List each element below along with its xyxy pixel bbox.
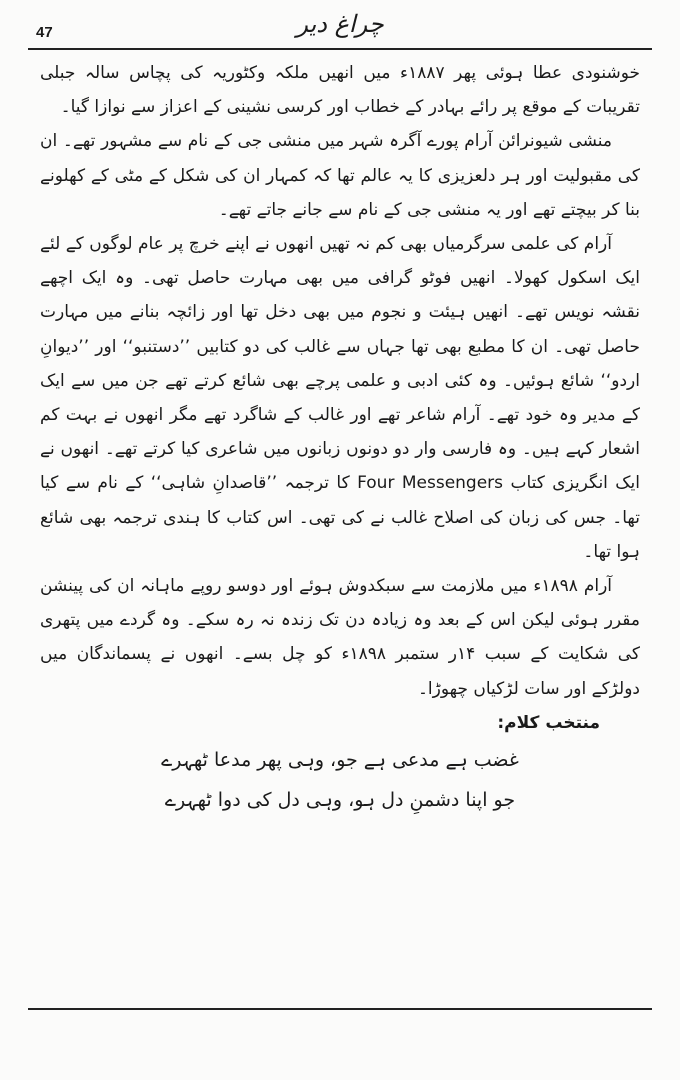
couplet-line-2: جو اپنا دشمنِ دل ہو، وہی دل کی دوا ٹھہرے [164, 789, 516, 812]
page-header [28, 10, 652, 50]
footer-rule [28, 1008, 652, 1010]
header-rule [28, 48, 652, 50]
paragraph-1: خوشنودی عطا ہوئی پھر ۱۸۸۷ء میں انھیں ملکہ وکٹوریہ کی پچاس سالہ جبلی تقریبات کے موقع پر رائے بہادر کے خطاب اور کرسی نشینی کے اعزاز سے نوازا گیا۔ [40, 63, 640, 118]
couplet-line-1: غضب ہے مدعی ہے جو، وہی پھر مدعا ٹھہرے [161, 749, 519, 772]
running-title: چراغ دیر [296, 10, 384, 38]
selection-heading: منتخب کلام: [497, 712, 600, 733]
page-number: 47 [36, 24, 53, 41]
paragraph-2: منشی شیونرائن آرام پورے آگرہ شہر میں منشی جی کے نام سے مشہور تھے۔ ان کی مقبولیت اور ہر دلعزیزی کا یہ عالم تھا کہ کمہار ان کی شکل کے مٹی کے کھلونے بنا کر بیچتے تھے اور یہ منشی جی کے نام سے جانے جاتے تھے۔ [40, 131, 640, 220]
body-text [40, 56, 640, 820]
paragraph-3: آرام کی علمی سرگرمیاں بھی کم نہ تھیں انھوں نے اپنے خرچ پر عام لوگوں کے لئے ایک اسکول کھولا۔ انھیں فوٹو گرافی میں بھی مہارت حاصل تھی۔ وہ ایک اچھے نقشہ نویس تھے۔ انھیں ہیئت و نجوم میں بھی دخل تھا اور زائچہ بنانے میں مہارت حاصل تھی۔ ان کا مطبع بھی تھا جہاں سے غالب کی دو کتابیں ’’دستنبو‘‘ اور ’’دیوانِ اردو‘‘ شائع ہوئیں۔ وہ کئی ادبی و علمی پرچے بھی شائع کرتے تھے جن میں سے ایک کے مدیر وہ خود تھے۔ آرام شاعر تھے اور غالب کے شاگرد تھے مگر انھوں نے بہت کم اشعار کہے ہیں۔ وہ فارسی وار دو دونوں زبانوں میں شاعری کیا کرتے تھے۔ انھوں نے ایک انگریزی کتاب Four Messengers کا ترجمہ ’’قاصدانِ شاہی‘‘ کے نام سے کیا تھا۔ جس کی زبان کی اصلاح غالب نے کی تھی۔ اس کتاب کا ہندی ترجمہ بھی شائع ہوا تھا۔ [40, 234, 640, 562]
paragraph-4: آرام ۱۸۹۸ء میں ملازمت سے سبکدوش ہوئے اور دوسو روپے ماہانہ ان کی پینشن مقرر ہوئی لیکن اس کے بعد وہ زیادہ دن تک زندہ نہ رہ سکے۔ وہ گردے میں پتھری کی شکایت کے سبب ۱۴ر ستمبر ۱۸۹۸ء کو چل بسے۔ انھوں نے پسماندگان میں دولڑکے اور سات لڑکیاں چھوڑا۔ [40, 576, 640, 699]
